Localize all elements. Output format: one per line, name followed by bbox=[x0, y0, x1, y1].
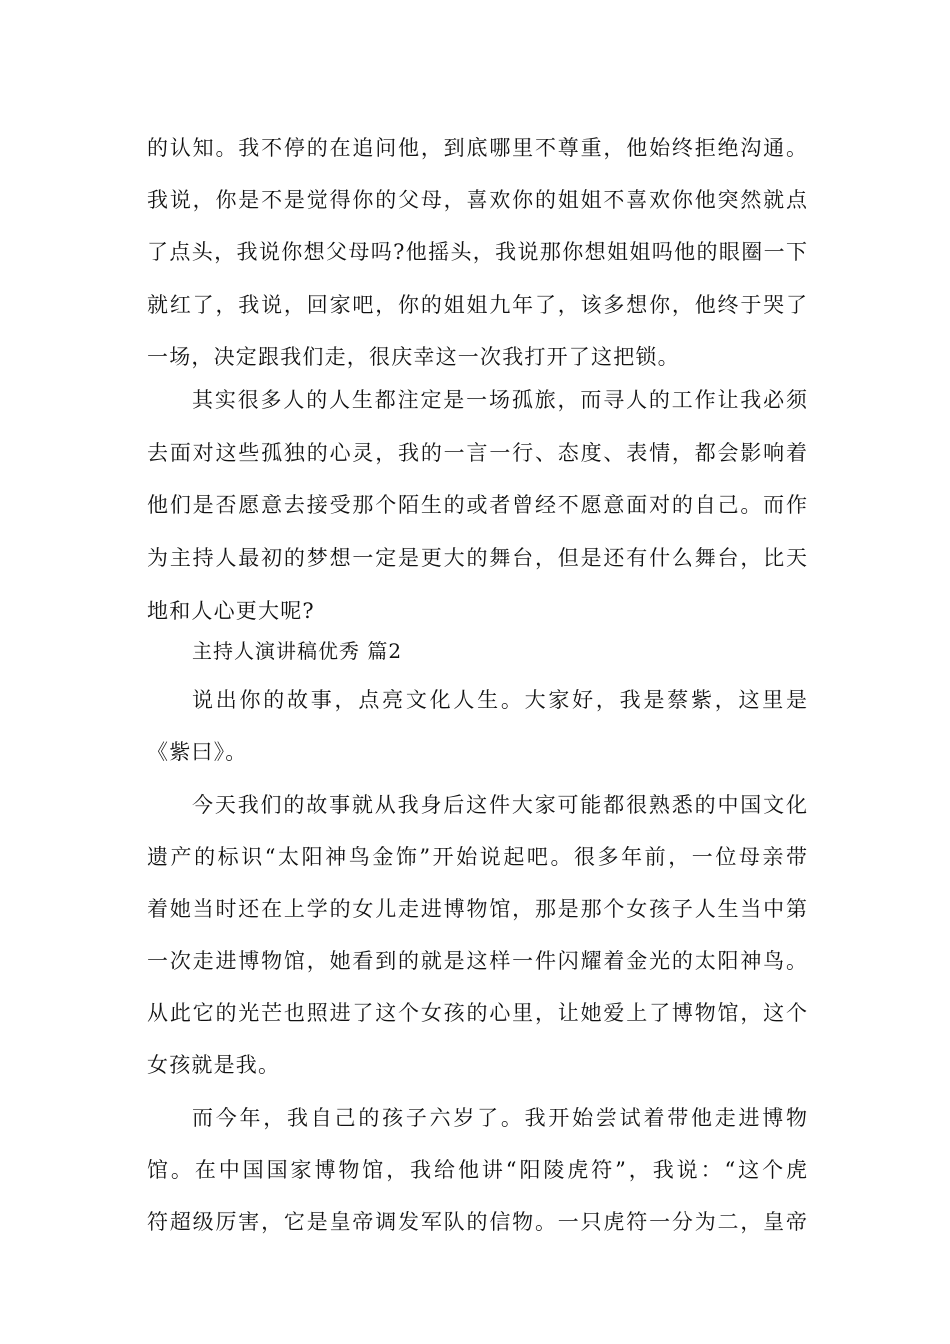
text-line: 去面对这些孤独的心灵，我的一言一行、态度、表情，都会影响着 bbox=[147, 441, 807, 465]
text-line: 一次走进博物馆，她看到的就是这样一件闪耀着金光的太阳神鸟。 bbox=[147, 949, 807, 973]
text-line: 他们是否愿意去接受那个陌生的或者曾经不愿意面对的自己。而作 bbox=[147, 493, 807, 517]
text-line: 今天我们的故事就从我身后这件大家可能都很熟悉的中国文化 bbox=[192, 793, 807, 817]
text-line: 女孩就是我。 bbox=[147, 1053, 281, 1077]
text-line: 一场，决定跟我们走，很庆幸这一次我打开了这把锁。 bbox=[147, 345, 680, 369]
text-line: 的认知。我不停的在追问他，到底哪里不尊重，他始终拒绝沟通。 bbox=[147, 136, 807, 160]
text-line: 馆。在中国国家博物馆，我给他讲“阳陵虎符”，我说：“这个虎 bbox=[147, 1158, 807, 1182]
text-line: 其实很多人的人生都注定是一场孤旅，而寻人的工作让我必须 bbox=[192, 388, 807, 412]
text-line: 就红了，我说，回家吧，你的姐姐九年了，该多想你，他终于哭了 bbox=[147, 293, 807, 317]
text-line: 符超级厉害，它是皇帝调发军队的信物。一只虎符一分为二，皇帝 bbox=[147, 1210, 807, 1234]
text-line: 为主持人最初的梦想一定是更大的舞台，但是还有什么舞台，比天 bbox=[147, 546, 807, 570]
text-line: 从此它的光芒也照进了这个女孩的心里，让她爱上了博物馆，这个 bbox=[147, 1001, 807, 1025]
text-line: 说出你的故事，点亮文化人生。大家好，我是蔡紫，这里是 bbox=[192, 688, 807, 712]
text-line: 我说，你是不是觉得你的父母，喜欢你的姐姐不喜欢你他突然就点 bbox=[147, 188, 807, 212]
text-line: 遗产的标识“太阳神鸟金饰”开始说起吧。很多年前，一位母亲带 bbox=[147, 845, 807, 869]
text-line: 着她当时还在上学的女儿走进博物馆，那是那个女孩子人生当中第 bbox=[147, 897, 807, 921]
text-line: 《紫曰》。 bbox=[147, 740, 248, 764]
text-line: 了点头，我说你想父母吗?他摇头，我说那你想姐姐吗他的眼圈一下 bbox=[147, 240, 807, 264]
text-line: 而今年，我自己的孩子六岁了。我开始尝试着带他走进博物 bbox=[192, 1106, 807, 1130]
section-heading: 主持人演讲稿优秀 篇2 bbox=[192, 639, 403, 663]
text-line: 地和人心更大呢? bbox=[147, 599, 315, 623]
